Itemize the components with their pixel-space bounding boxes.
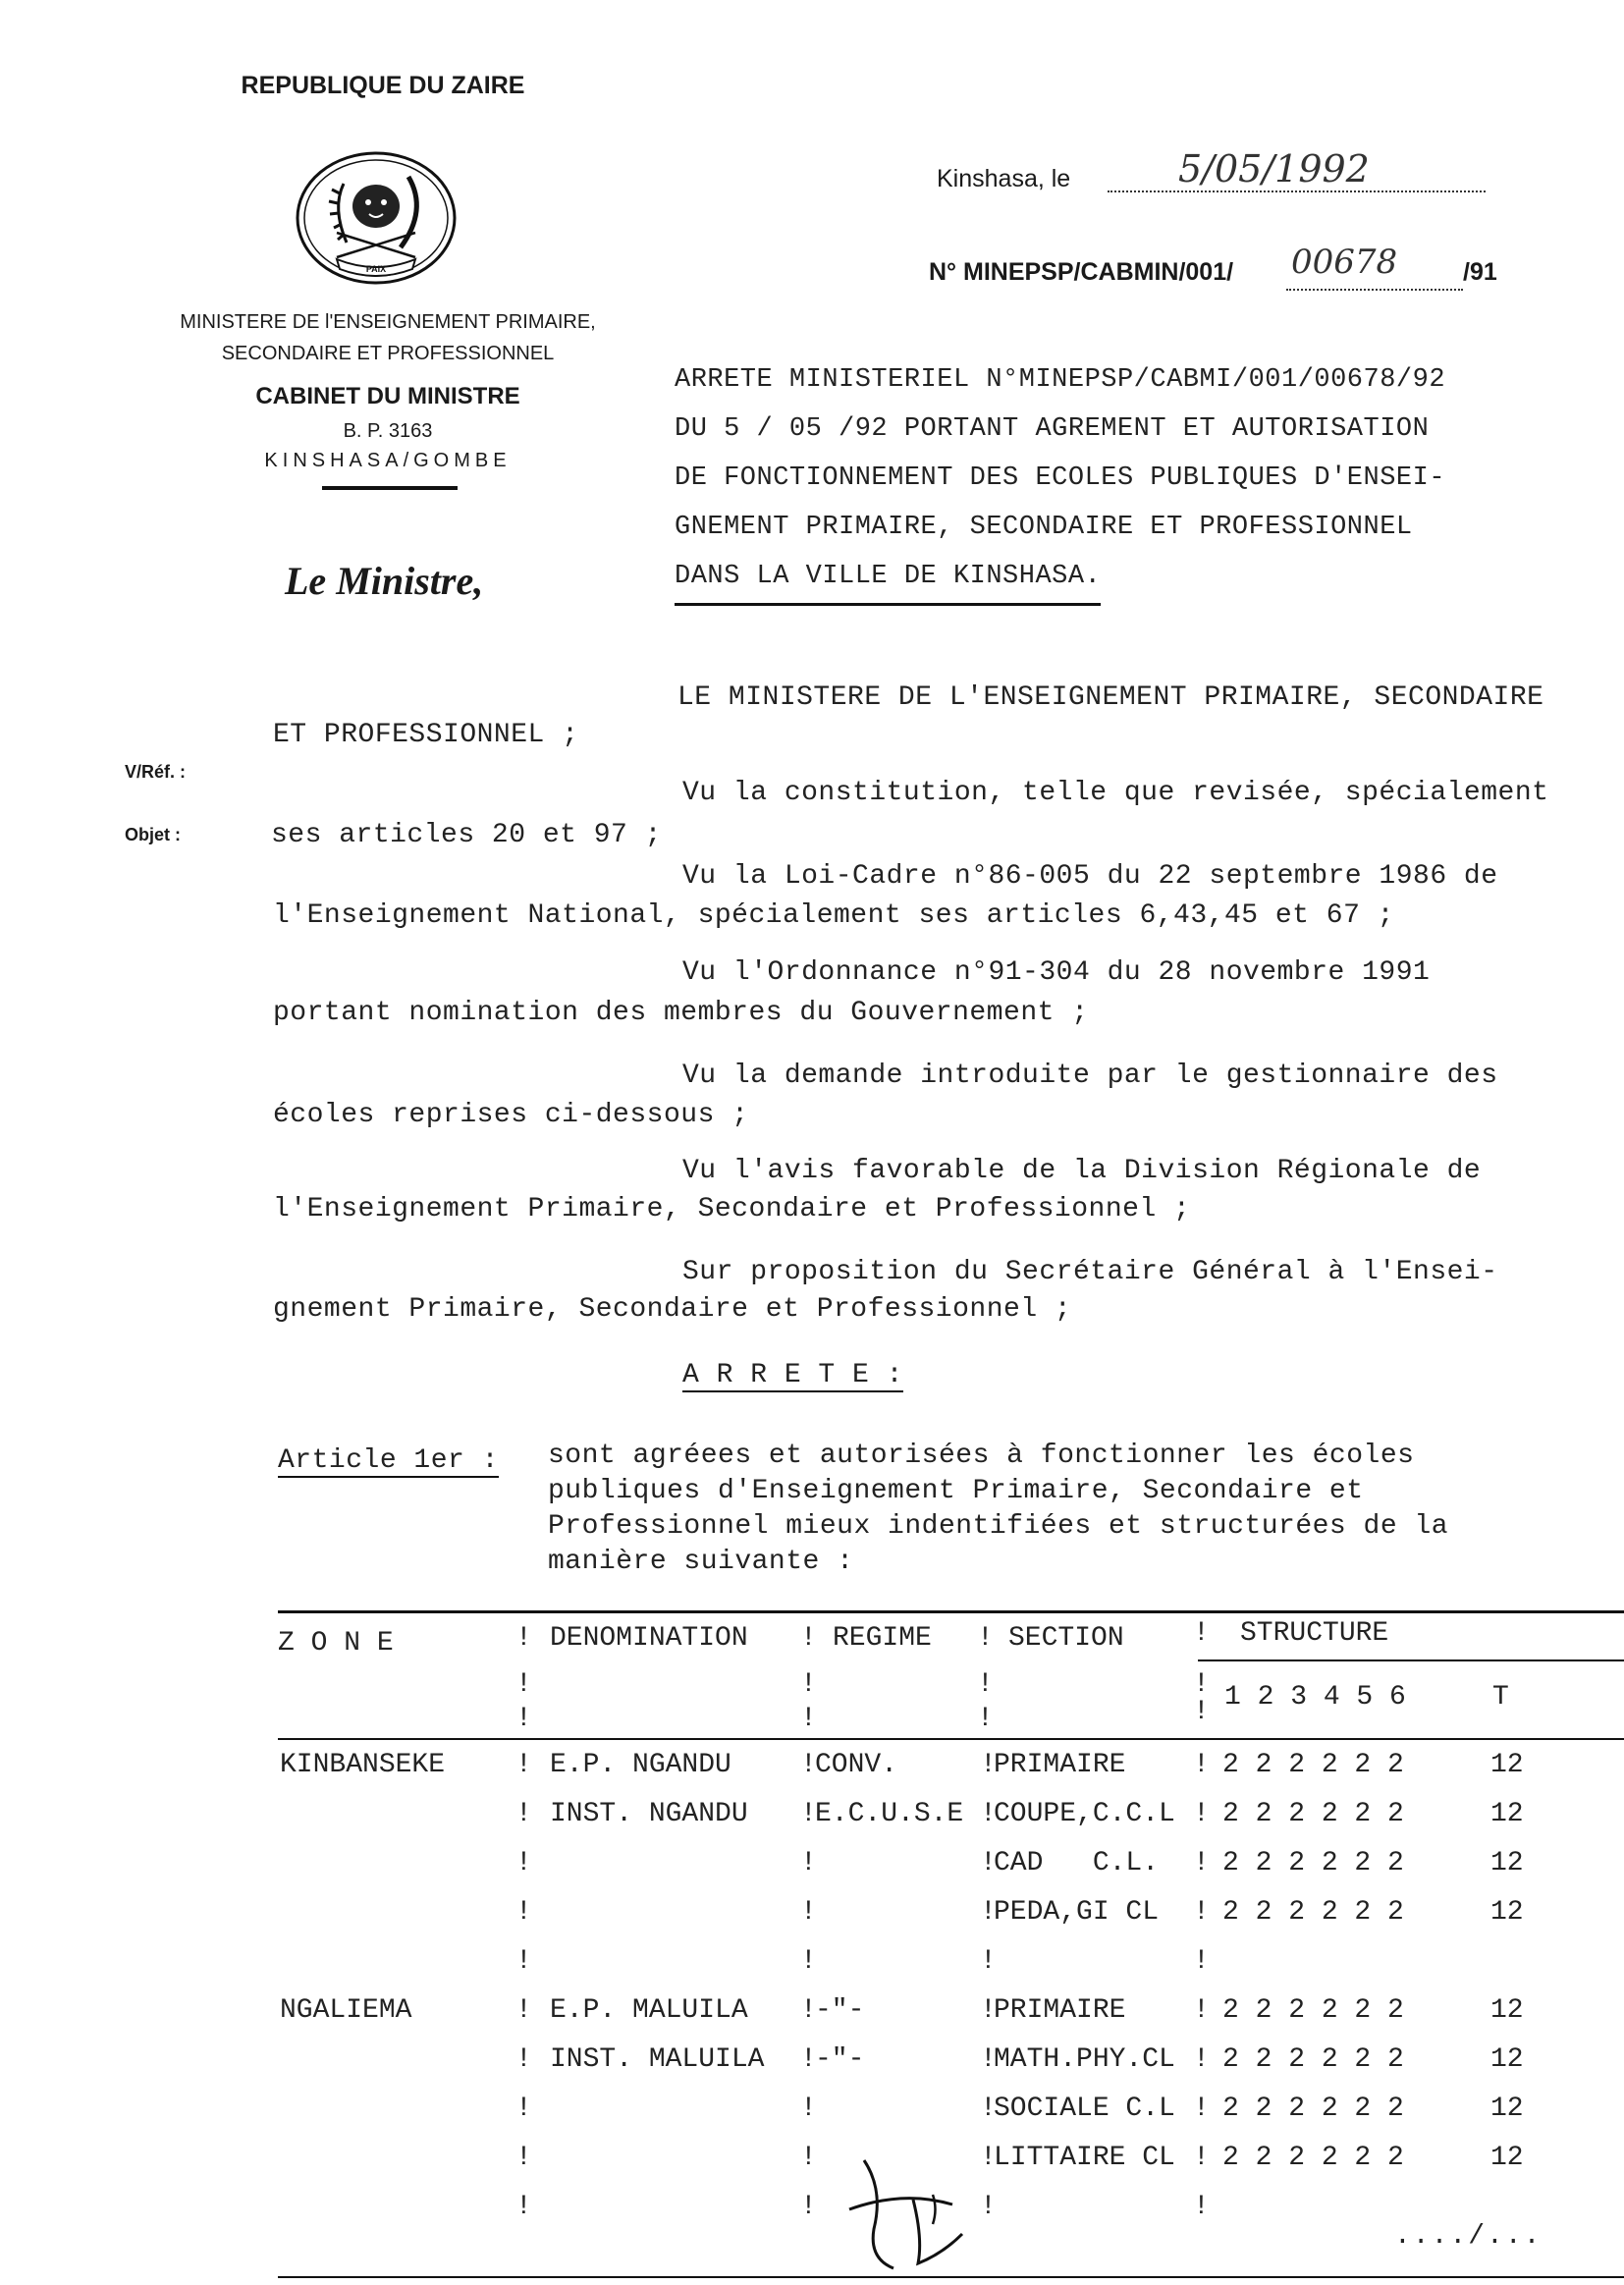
le-ministre: Le Ministre, xyxy=(285,559,484,603)
preamble-2: ET PROFESSIONNEL ; xyxy=(273,720,579,750)
cell-structure: 2 2 2 2 2 2 xyxy=(1222,1897,1404,1928)
cell-structure: 2 2 2 2 2 2 xyxy=(1222,1750,1404,1780)
cell-structure: 2 2 2 2 2 2 xyxy=(1222,2143,1404,2173)
cell-section: COUPE,C.C.L xyxy=(994,1799,1175,1829)
national-seal-icon xyxy=(293,149,460,287)
column-separator: ! xyxy=(515,2044,532,2075)
column-separator: ! xyxy=(1193,1799,1210,1829)
arrete-heading: A R R E T E : xyxy=(682,1360,903,1390)
column-separator: ! xyxy=(1193,1946,1210,1977)
table-top-rule xyxy=(278,1610,1624,1613)
proposition-cont: gnement Primaire, Secondaire et Professionnel ; xyxy=(273,1294,1072,1325)
column-separator: ! xyxy=(515,2143,532,2173)
column-separator: ! xyxy=(515,1995,532,2026)
column-separator: ! xyxy=(980,2143,997,2173)
vu-avis-cont: l'Enseignement Primaire, Secondaire et Professionnel ; xyxy=(273,1194,1191,1224)
column-separator: ! xyxy=(977,1623,994,1654)
preamble-1: LE MINISTERE DE L'ENSEIGNEMENT PRIMAIRE, SECONDAIRE xyxy=(677,682,1544,713)
cell-regime: -"- xyxy=(815,2044,865,2075)
divider xyxy=(322,486,458,490)
column-separator: ! xyxy=(1193,2094,1210,2124)
decree-title xyxy=(675,355,1445,606)
proposition: Sur proposition du Secrétaire Général à l'Ensei- xyxy=(682,1257,1498,1287)
article-label: Article 1er : xyxy=(278,1445,499,1476)
number-handwritten: 00678 xyxy=(1291,243,1398,282)
column-separator: ! xyxy=(1193,1618,1210,1649)
cell-zone: KINBANSEKE xyxy=(280,1750,446,1780)
column-separator: ! xyxy=(800,1897,817,1928)
table-header-rule xyxy=(278,1738,1624,1740)
column-separator: ! xyxy=(1193,1995,1210,2026)
cell-regime: CONV. xyxy=(815,1750,898,1780)
place-date-label: Kinshasa, le xyxy=(937,165,1071,192)
city-line: KINSHASA/GOMBE xyxy=(264,450,512,471)
article-1-text xyxy=(548,1439,1448,1580)
decree-title-line-2: DU 5 / 05 /92 PORTANT AGREMENT ET AUTORISATION xyxy=(675,414,1430,444)
column-separator: ! xyxy=(515,1946,532,1977)
cell-structure: 2 2 2 2 2 2 xyxy=(1222,2044,1404,2075)
column-separator: ! xyxy=(800,2094,817,2124)
column-separator: ! xyxy=(980,1995,997,2026)
vu-avis: Vu l'avis favorable de la Division Régionale de xyxy=(682,1156,1482,1186)
header-structure-years: 1 2 3 4 5 6 xyxy=(1224,1682,1406,1713)
seal-motto: PAIX xyxy=(365,264,387,274)
cell-denomination: E.P. NGANDU xyxy=(550,1750,731,1780)
cell-total: 12 xyxy=(1490,1799,1524,1829)
header-section: SECTION xyxy=(1008,1623,1124,1654)
number-dotted-line xyxy=(1286,285,1463,291)
article-1-line-2: publiques d'Enseignement Primaire, Secondaire et xyxy=(548,1476,1364,1506)
cell-total: 12 xyxy=(1490,2044,1524,2075)
reference-suffix: /91 xyxy=(1463,258,1497,286)
column-separator: ! xyxy=(515,2192,532,2222)
cell-regime: E.C.U.S.E xyxy=(815,1799,964,1829)
column-separator: ! xyxy=(515,1848,532,1878)
cell-section: SOCIALE C.L xyxy=(994,2094,1175,2124)
cell-section: PRIMAIRE xyxy=(994,1750,1126,1780)
column-separator: ! xyxy=(1193,2143,1210,2173)
cell-zone: NGALIEMA xyxy=(280,1995,412,2026)
column-separator: ! xyxy=(800,2192,817,2222)
decree-title-line-1: ARRETE MINISTERIEL N°MINEPSP/CABMI/001/00678/92 xyxy=(675,365,1446,395)
column-separator: ! xyxy=(800,1946,817,1977)
column-separator: ! xyxy=(800,1623,817,1654)
decree-title-line-4: GNEMENT PRIMAIRE, SECONDAIRE ET PROFESSIONNEL xyxy=(675,513,1413,542)
column-separator: ! xyxy=(980,1848,997,1878)
objet-label: Objet : xyxy=(125,825,181,844)
cell-total: 12 xyxy=(1490,1848,1524,1878)
cell-total: 12 xyxy=(1490,1995,1524,2026)
postal-box: B. P. 3163 xyxy=(343,420,433,442)
cell-structure: 2 2 2 2 2 2 xyxy=(1222,1848,1404,1878)
column-separator: ! xyxy=(977,1669,994,1700)
cell-denomination: INST. NGANDU xyxy=(550,1799,748,1829)
column-separator: ! xyxy=(515,2094,532,2124)
column-separator: ! xyxy=(515,1669,532,1700)
column-separator: ! xyxy=(800,2044,817,2075)
column-separator: ! xyxy=(515,1623,532,1654)
signature-icon xyxy=(844,2150,982,2278)
column-separator: ! xyxy=(515,1799,532,1829)
reference-prefix: N° MINEPSP/CABMIN/001/ xyxy=(929,258,1234,286)
vu-ordonnance-cont: portant nomination des membres du Gouvernement ; xyxy=(273,998,1089,1028)
cell-section: LITTAIRE CL xyxy=(994,2143,1175,2173)
column-separator: ! xyxy=(515,1704,532,1734)
cell-structure: 2 2 2 2 2 2 xyxy=(1222,1995,1404,2026)
cell-total: 12 xyxy=(1490,2094,1524,2124)
column-separator: ! xyxy=(1193,2044,1210,2075)
cell-denomination: E.P. MALUILA xyxy=(550,1995,748,2026)
vu-constitution-cont: ses articles 20 et 97 ; xyxy=(271,820,662,850)
ministry-line-2: SECONDAIRE ET PROFESSIONNEL xyxy=(221,343,555,364)
article-1-line-4: manière suivante : xyxy=(548,1547,854,1577)
column-separator: ! xyxy=(1193,1669,1210,1700)
cell-section: PEDA,GI CL xyxy=(994,1897,1160,1928)
vu-constitution: Vu la constitution, telle que revisée, spécialement xyxy=(682,778,1549,808)
ministry-line-1: MINISTERE DE l'ENSEIGNEMENT PRIMAIRE, xyxy=(180,311,596,333)
cell-section: CAD C.L. xyxy=(994,1848,1160,1878)
continuation-mark: ..../... xyxy=(1394,2221,1543,2252)
header-zone: Z O N E xyxy=(278,1628,394,1659)
column-separator: ! xyxy=(800,1848,817,1878)
column-separator: ! xyxy=(980,1946,997,1977)
column-separator: ! xyxy=(977,1704,994,1734)
vu-demande: Vu la demande introduite par le gestionnaire des xyxy=(682,1061,1498,1091)
column-separator: ! xyxy=(980,1799,997,1829)
cell-regime: -"- xyxy=(815,1995,865,2026)
republic-heading: REPUBLIQUE DU ZAIRE xyxy=(241,72,525,99)
vref-label: V/Réf. : xyxy=(125,762,187,782)
cell-structure: 2 2 2 2 2 2 xyxy=(1222,2094,1404,2124)
column-separator: ! xyxy=(800,1750,817,1780)
column-separator: ! xyxy=(980,2044,997,2075)
header-denomination: DENOMINATION xyxy=(550,1623,748,1654)
column-separator: ! xyxy=(1193,1897,1210,1928)
column-separator: ! xyxy=(800,2143,817,2173)
structure-header-rule xyxy=(1198,1659,1624,1661)
vu-loi-cadre-cont: l'Enseignement National, spécialement ses articles 6,43,45 et 67 ; xyxy=(273,900,1394,931)
ministry-name xyxy=(128,306,648,369)
column-separator: ! xyxy=(515,1897,532,1928)
reference-number xyxy=(929,258,1233,287)
cabinet-heading: CABINET DU MINISTRE xyxy=(255,383,520,409)
column-separator: ! xyxy=(1193,2192,1210,2222)
cell-total: 12 xyxy=(1490,1897,1524,1928)
date-handwritten: 5/05/1992 xyxy=(1178,147,1370,190)
cell-denomination: INST. MALUILA xyxy=(550,2044,765,2075)
column-separator: ! xyxy=(1193,1750,1210,1780)
column-separator: ! xyxy=(1193,1697,1210,1727)
header-regime: REGIME xyxy=(833,1623,932,1654)
column-separator: ! xyxy=(980,2192,997,2222)
column-separator: ! xyxy=(980,2094,997,2124)
column-separator: ! xyxy=(980,1897,997,1928)
cell-structure: 2 2 2 2 2 2 xyxy=(1222,1799,1404,1829)
column-separator: ! xyxy=(800,1704,817,1734)
cell-total: 12 xyxy=(1490,2143,1524,2173)
article-1-line-3: Professionnel mieux indentifiées et structurées de la xyxy=(548,1511,1449,1542)
column-separator: ! xyxy=(515,1750,532,1780)
column-separator: ! xyxy=(1193,1848,1210,1878)
column-separator: ! xyxy=(800,1799,817,1829)
header-total: T xyxy=(1492,1682,1509,1713)
column-separator: ! xyxy=(800,1995,817,2026)
column-separator: ! xyxy=(980,1750,997,1780)
decree-title-line-5: DANS LA VILLE DE KINSHASA. xyxy=(675,552,1101,606)
cell-section: PRIMAIRE xyxy=(994,1995,1126,2026)
decree-title-line-3: DE FONCTIONNEMENT DES ECOLES PUBLIQUES D'ENSEI- xyxy=(675,463,1446,493)
vu-loi-cadre: Vu la Loi-Cadre n°86-005 du 22 septembre 1986 de xyxy=(682,861,1498,892)
header-structure: STRUCTURE xyxy=(1240,1618,1389,1649)
cell-total: 12 xyxy=(1490,1750,1524,1780)
vu-ordonnance: Vu l'Ordonnance n°91-304 du 28 novembre 1991 xyxy=(682,957,1431,988)
vu-demande-cont: écoles reprises ci-dessous ; xyxy=(273,1100,749,1130)
article-1-line-1: sont agréees et autorisées à fonctionner les écoles xyxy=(548,1441,1415,1471)
column-separator: ! xyxy=(800,1669,817,1700)
cell-section: MATH.PHY.CL xyxy=(994,2044,1175,2075)
